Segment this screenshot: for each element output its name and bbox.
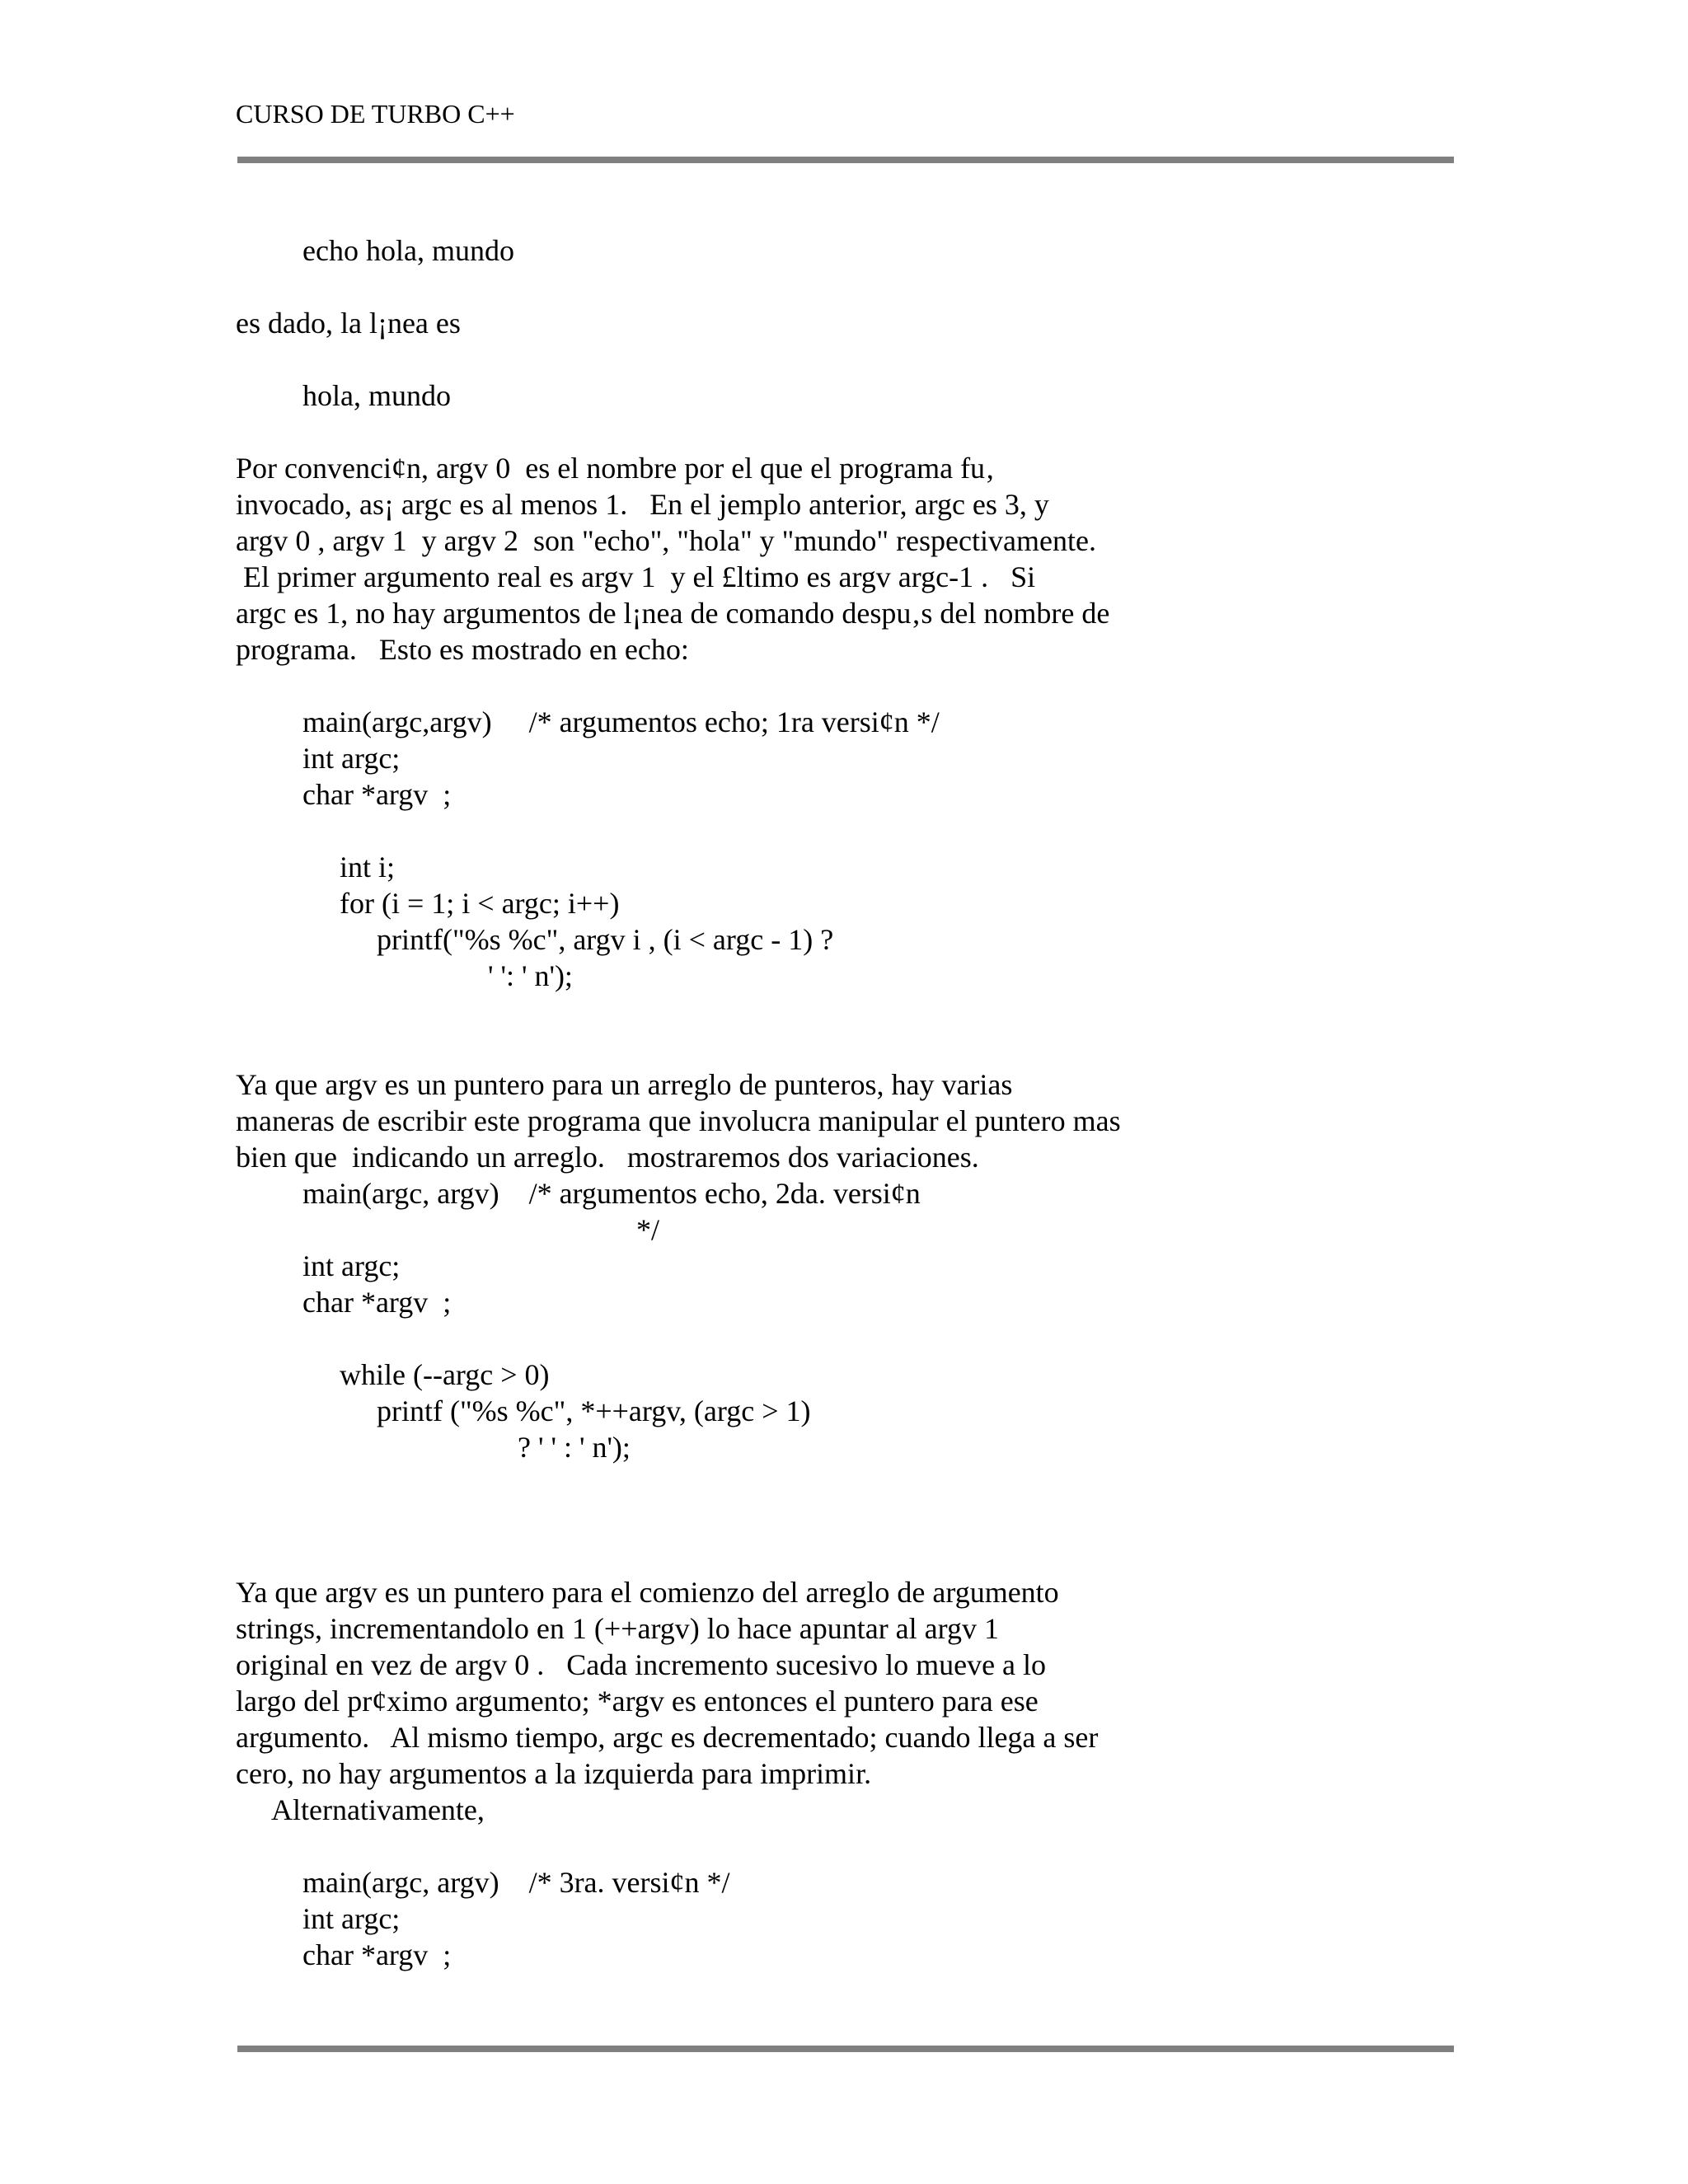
text-line: strings, incrementandolo en 1 (++argv) lo hace apuntar al argv 1 xyxy=(236,1612,999,1645)
text-line: cero, no hay argumentos a la izquierda para imprimir. xyxy=(236,1757,872,1790)
code-line: ? ' ' : ' n'); xyxy=(236,1431,631,1464)
code-line: int argc; xyxy=(236,1902,401,1935)
code-line: main(argc,argv) /* argumentos echo; 1ra versi¢n */ xyxy=(236,705,940,738)
text-line: programa. Esto es mostrado en echo: xyxy=(236,633,689,666)
code-line: printf("%s %c", argv i , (i < argc - 1) ? xyxy=(236,923,834,956)
text-line: El primer argumento real es argv 1 y el £ltimo es argv argc-1 . Si xyxy=(236,560,1036,593)
code-line: int argc; xyxy=(236,742,401,775)
text-line: invocado, as¡ argc es al menos 1. En el jemplo anterior, argc es 3, y xyxy=(236,488,1049,521)
page-header-title: CURSO DE TURBO C++ xyxy=(236,99,515,129)
text-line: argv 0 , argv 1 y argv 2 son "echo", "hola" y "mundo" respectivamente. xyxy=(236,524,1096,557)
text-line: es dado, la l¡nea es xyxy=(236,307,461,340)
code-line: int argc; xyxy=(236,1249,401,1282)
text-line: original en vez de argv 0 . Cada incremento sucesivo lo mueve a lo xyxy=(236,1648,1047,1681)
footer-divider xyxy=(237,2046,1454,2052)
code-line: main(argc, argv) /* argumentos echo, 2da. versi¢n xyxy=(236,1177,921,1210)
code-line: */ xyxy=(236,1213,660,1246)
text-line: echo hola, mundo xyxy=(236,234,514,267)
text-line: maneras de escribir este programa que involucra manipular el puntero mas xyxy=(236,1104,1121,1137)
text-line: argumento. Al mismo tiempo, argc es decrementado; cuando llega a ser xyxy=(236,1721,1099,1754)
text-line: Ya que argv es un puntero para un arreglo de punteros, hay varias xyxy=(236,1068,1013,1101)
text-line: bien que indicando un arreglo. mostraremos dos variaciones. xyxy=(236,1141,979,1174)
text-line: argc es 1, no hay argumentos de l¡nea de comando despu‚s del nombre de xyxy=(236,597,1110,630)
code-line: for (i = 1; i < argc; i++) xyxy=(236,887,620,920)
code-line: char *argv ; xyxy=(236,1938,452,1971)
code-line: char *argv ; xyxy=(236,778,452,811)
code-line: printf ("%s %c", *++argv, (argc > 1) xyxy=(236,1394,811,1427)
text-line: hola, mundo xyxy=(236,379,451,412)
text-line: Alternativamente, xyxy=(236,1793,485,1826)
text-line: Por convenci¢n, argv 0 es el nombre por el que el programa fu‚ xyxy=(236,452,996,485)
code-line: main(argc, argv) /* 3ra. versi¢n */ xyxy=(236,1866,730,1899)
code-line: while (--argc > 0) xyxy=(236,1358,550,1391)
code-line: ' ': ' n'); xyxy=(236,959,573,992)
text-line: largo del pr¢ximo argumento; *argv es entonces el puntero para ese xyxy=(236,1685,1039,1718)
code-line: char *argv ; xyxy=(236,1286,452,1319)
code-line: int i; xyxy=(236,851,396,883)
header-divider xyxy=(237,157,1454,163)
text-line: Ya que argv es un puntero para el comienzo del arreglo de argumento xyxy=(236,1576,1059,1609)
